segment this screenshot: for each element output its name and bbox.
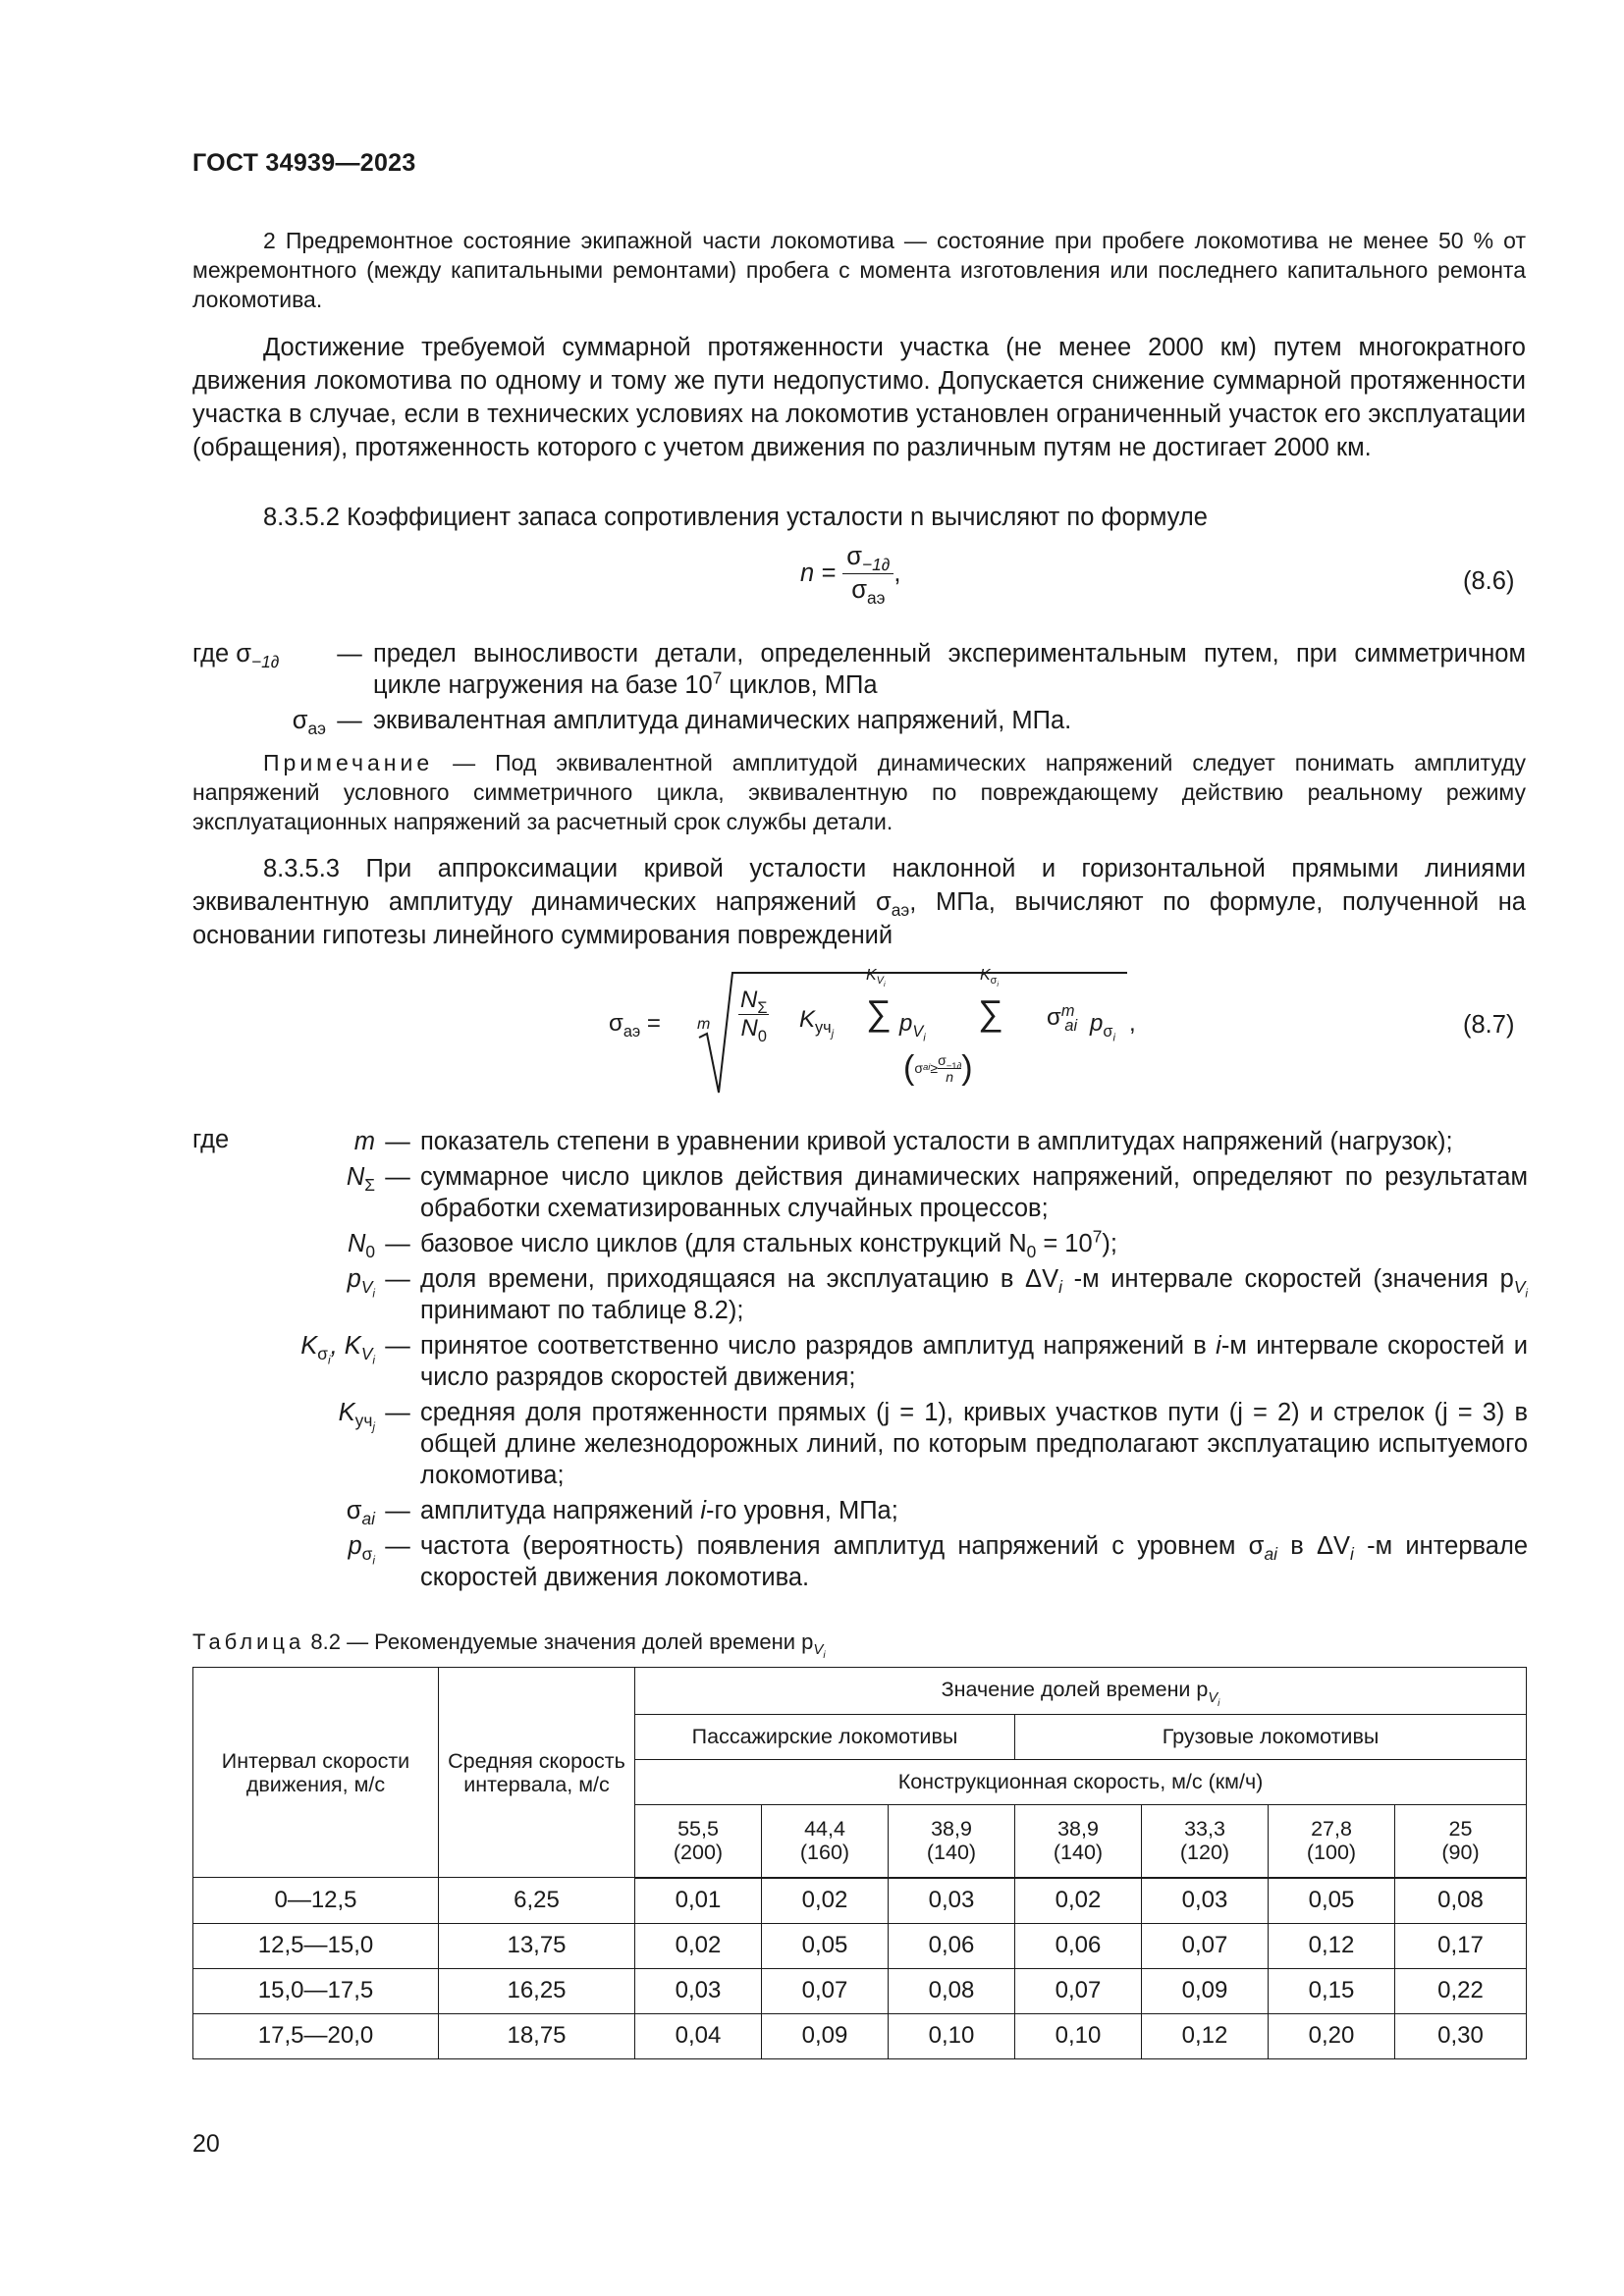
table-row xyxy=(193,1878,1527,1924)
value-cell: 0,07 xyxy=(1142,1923,1269,1968)
def-sigma-limit: предел выносливости детали, определенный экспериментальным путем, при симметричном цикле нагружения на базе $10^7$ циклов, МПа xyxy=(373,640,1526,699)
def-n0: $N_0$ — базовое число циклов (для стальных конструкций $N_0 = 10^7$); xyxy=(347,1226,1117,1262)
value-cell: 0,12 xyxy=(1269,1923,1395,1968)
table-row xyxy=(193,1968,1527,2013)
sum-symbol-2: ∑ xyxy=(978,992,1003,1033)
value-cell: 0,10 xyxy=(1015,2013,1142,2058)
formula-8-6-lhs: n = xyxy=(800,560,837,587)
value-cell: 0,04 xyxy=(635,2013,762,2058)
value-cell: 0,09 xyxy=(762,2013,889,2058)
value-cell: 0,03 xyxy=(889,1878,1015,1924)
speed-header-cell: 38,9 (140) xyxy=(1015,1805,1142,1878)
avg-speed-cell: 13,75 xyxy=(439,1923,635,1968)
equation-number-8-7: (8.7) xyxy=(1463,1011,1515,1039)
speed-header-cell: 27,8 (100) xyxy=(1269,1805,1395,1878)
value-cell: 0,30 xyxy=(1395,2013,1527,2058)
note-2: 2 Предремонтное состояние экипажной части локомотива — состояние при пробеге локомотива не менее 50 % от межремонтного (между капитальными ремонтами) пробега с момента изготовления или последнего капитального ремонта локомотива. xyxy=(192,228,1526,312)
header-passenger: Пассажирские локомотивы xyxy=(635,1715,1015,1760)
def-m: m — показатель степени в уравнении кривой усталости в амплитудах напряжений (нагрузок); xyxy=(353,1128,1453,1155)
table-row xyxy=(193,2013,1527,2058)
interval-cell: 15,0—17,5 xyxy=(193,1968,439,2013)
def-p-sigma: $p_{\sigma_i}$ — частота (вероятность) появления амплитуд напряжений с уровнем $\sigma_{ai}$ в $\Delta V_i$ -м интервале скоростей движения локомотива. xyxy=(348,1532,1529,1591)
value-cell: 0,20 xyxy=(1269,2013,1395,2058)
where-label: где $\sigma_{-1\partial}$ xyxy=(192,640,280,672)
speed-header-cell: 33,3 (120) xyxy=(1142,1805,1269,1878)
speed-header-cell: 25 (90) xyxy=(1395,1805,1527,1878)
value-cell: 0,03 xyxy=(1142,1878,1269,1924)
header-avg-speed: Средняя скорость интервала, м/с xyxy=(439,1668,635,1878)
table-8-2 xyxy=(192,1667,1527,2059)
paragraph-8-3-5-3: 8.3.5.3 При аппроксимации кривой усталости наклонной и горизонтальной прямыми линиями эквивалентную амплитуду динамических напряжений $\sigma_{аэ}$, МПа, вычисляют по формуле, полученной на основании гипотезы линейного суммирования повреждений xyxy=(192,855,1526,949)
avg-speed-cell: 16,25 xyxy=(439,1968,635,2013)
value-cell: 0,08 xyxy=(889,1968,1015,2013)
value-cell: 0,12 xyxy=(1142,2013,1269,2058)
interval-cell: 0—12,5 xyxy=(193,1878,439,1924)
value-cell: 0,07 xyxy=(1015,1968,1142,2013)
sum-symbol-1: ∑ xyxy=(866,992,892,1033)
value-cell: 0,17 xyxy=(1395,1923,1527,1968)
header-values: Значение долей времени $p_{V_i}$ xyxy=(635,1668,1527,1715)
value-cell: 0,08 xyxy=(1395,1878,1527,1924)
def-p-vi: $p_{V_i}$ — доля времени, приходящаяся на эксплуатацию в $\Delta V_i$ -м интервале скоростей (значения $p_{V_i}$ принимают по таблице 8.2); xyxy=(347,1265,1528,1324)
formula-8-6: n = $\frac{\sigma_{-1\partial}}{\sigma_{аэ}}$ , xyxy=(800,543,901,609)
header-design-speed: Конструкционная скорость, м/с (км/ч) xyxy=(635,1760,1527,1805)
where-label-8-7: где xyxy=(192,1126,230,1153)
value-cell: 0,03 xyxy=(635,1968,762,2013)
value-cell: 0,07 xyxy=(762,1968,889,2013)
value-cell: 0,01 xyxy=(635,1878,762,1924)
where-block-8-6: где $\sigma_{-1\partial}$ — предел выносливости детали, определенный экспериментальным путем, при симметричном цикле нагружения на базе $10^7$ циклов, МПа $\sigma_{аэ}$ — эквивалентная амплитуда динамических напряжений, МПа. xyxy=(192,640,1526,739)
def-k-uch: $K_{уч_j}$ — средняя доля протяженности прямых (j = 1), кривых участков пути (j = 2) и стрелок (j = 3) в общей длине железнодорожных линий, по которым предполагают эксплуатацию испытуемого локомотива; xyxy=(338,1399,1528,1489)
def-n-sigma: $N_\Sigma$ — суммарное число циклов действия динамических напряжений, определяют по результатам обработки схематизированных случайных процессов; xyxy=(346,1163,1528,1222)
def-sigma-ae: эквивалентная амплитуда динамических напряжений, МПа. xyxy=(373,707,1072,734)
value-cell: 0,09 xyxy=(1142,1968,1269,2013)
def-sigma-ae-label: $\sigma_{аэ}$ xyxy=(292,707,326,739)
standard-header: ГОСТ 34939—2023 xyxy=(192,149,416,177)
value-cell: 0,15 xyxy=(1269,1968,1395,2013)
avg-speed-cell: 6,25 xyxy=(439,1878,635,1924)
paragraph-8-3-5-2: 8.3.5.2 Коэффициент запаса сопротивления усталости n вычисляют по формуле xyxy=(263,504,1208,531)
value-cell: 0,02 xyxy=(635,1923,762,1968)
avg-speed-cell: 18,75 xyxy=(439,2013,635,2058)
def-sigma-ai: $\sigma_{ai}$ — амплитуда напряжений i-го уровня, МПа; xyxy=(346,1497,898,1529)
interval-cell: 12,5—15,0 xyxy=(193,1923,439,1968)
value-cell: 0,05 xyxy=(762,1923,889,1968)
formula-8-6-fraction: $\frac{\sigma_{-1\partial}}{\sigma_{аэ}}$ xyxy=(842,543,893,605)
note-equivalent: Примечание — Под эквивалентной амплитудой динамических напряжений следует понимать амплитуду напряжений условного симметричного цикла, эквивалентную по повреждающему действию реальному режиму эксплуатационных напряжений за расчетный срок службы детали. xyxy=(192,750,1526,834)
value-cell: 0,02 xyxy=(762,1878,889,1924)
value-cell: 0,05 xyxy=(1269,1878,1395,1924)
def-k-sigma-k-v: $K_{\sigma_i}$, $K_{V_i}$ — принятое соответственно число разрядов амплитуд напряжений в i-м интервале скоростей и число разрядов скоростей движения; xyxy=(300,1332,1528,1391)
equation-number-8-6: (8.6) xyxy=(1463,567,1515,595)
header-interval: Интервал скорости движения, м/с xyxy=(193,1668,439,1878)
value-cell: 0,10 xyxy=(889,2013,1015,2058)
sum-condition: ( σ ai ≥ $\frac{\sigma_{-1\partial}}{n}$ ) xyxy=(903,1049,973,1087)
speed-header-cell: 55,5 (200) xyxy=(635,1805,762,1878)
value-cell: 0,06 xyxy=(1015,1923,1142,1968)
formula-8-7: $\sigma_{аэ}$ = m $N_\Sigma$ $N_0$ $K_{уч_j}$ $K_{V_i}$ ∑ $p_{V_i}$ $K_{\sigma_i}$ ∑ ( σ ai ≥ $\frac{\sigma_{-1\partial}}{n}$ ) $\sigma^m_{ai}$ $p_{\sigma_i}$ , xyxy=(609,967,1139,1104)
table-row xyxy=(193,1923,1527,1968)
speed-header-cell: 38,9 (140) xyxy=(889,1805,1015,1878)
speed-header-cell: 44,4 (160) xyxy=(762,1805,889,1878)
table-caption: Таблица 8.2 — Рекомендуемые значения долей времени $p_{V_i}$ xyxy=(192,1629,826,1662)
value-cell: 0,22 xyxy=(1395,1968,1527,2013)
value-cell: 0,06 xyxy=(889,1923,1015,1968)
interval-cell: 17,5—20,0 xyxy=(193,2013,439,2058)
header-freight: Грузовые локомотивы xyxy=(1015,1715,1527,1760)
value-cell: 0,02 xyxy=(1015,1878,1142,1924)
paragraph-reach: Достижение требуемой суммарной протяженности участка (не менее 2000 км) путем многократного движения локомотива по одному и тому же пути недопустимо. Допускается снижение суммарной протяженности участка в случае, если в технических условиях на локомотив установлен ограниченный участок его эксплуатации (обращения), протяженность которого с учетом движения по различным путям не достигает 2000 км. xyxy=(192,334,1526,461)
where-block-8-7 xyxy=(192,1126,1528,1597)
ratio-n-sigma-n0: $N_\Sigma$ $N_0$ xyxy=(740,987,768,1045)
page-number: 20 xyxy=(192,2130,220,2158)
